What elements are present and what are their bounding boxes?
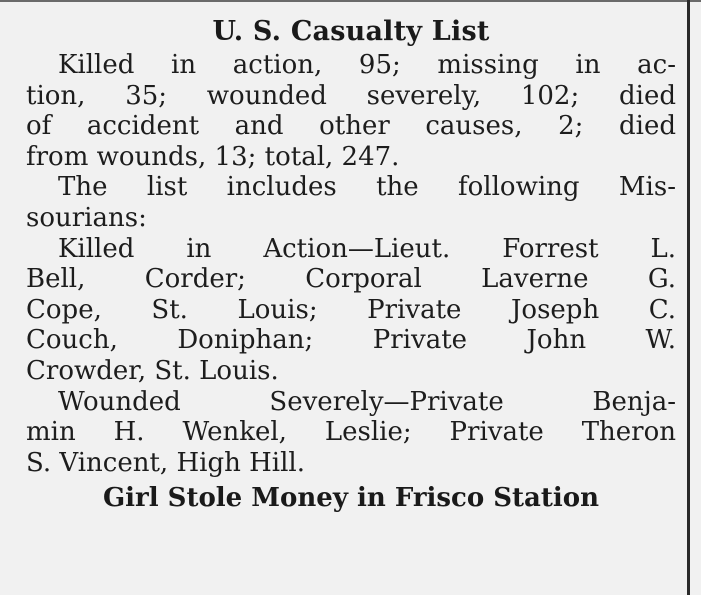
next-headline: Girl Stole Money in Frisco Station: [102, 483, 600, 514]
top-rule: [0, 0, 701, 2]
headline: U. S. Casualty List: [212, 16, 490, 47]
wounded-paragraph: [26, 387, 676, 479]
missourians-line: The list includes the following Mis-: [58, 172, 676, 203]
killed-paragraph: [26, 234, 676, 387]
killed-line: Couch, Doniphan; Private John W.: [26, 325, 676, 356]
wounded-line: min H. Wenkel, Leslie; Private Theron: [26, 417, 676, 448]
missourians-paragraph: [26, 172, 676, 233]
missourians-line: sourians:: [26, 202, 147, 233]
summary-line: of accident and other causes, 2; died: [26, 111, 676, 142]
column-rule: [687, 0, 690, 595]
killed-line: Cope, St. Louis; Private Joseph C.: [26, 294, 676, 325]
summary-paragraph: [26, 50, 676, 172]
wounded-line: Wounded Severely—Private Benja-: [58, 386, 676, 417]
killed-line: Killed in Action—Lieut. Forrest L.: [58, 233, 676, 264]
summary-line: tion, 35; wounded severely, 102; died: [26, 80, 676, 111]
summary-line: Killed in action, 95; missing in ac-: [58, 50, 676, 80]
article: [26, 14, 676, 514]
killed-line: Crowder, St. Louis.: [26, 355, 279, 386]
killed-line: Bell, Corder; Corporal Laverne G.: [26, 264, 676, 295]
wounded-line: S. Vincent, High Hill.: [26, 447, 305, 478]
summary-line: from wounds, 13; total, 247.: [26, 141, 400, 172]
